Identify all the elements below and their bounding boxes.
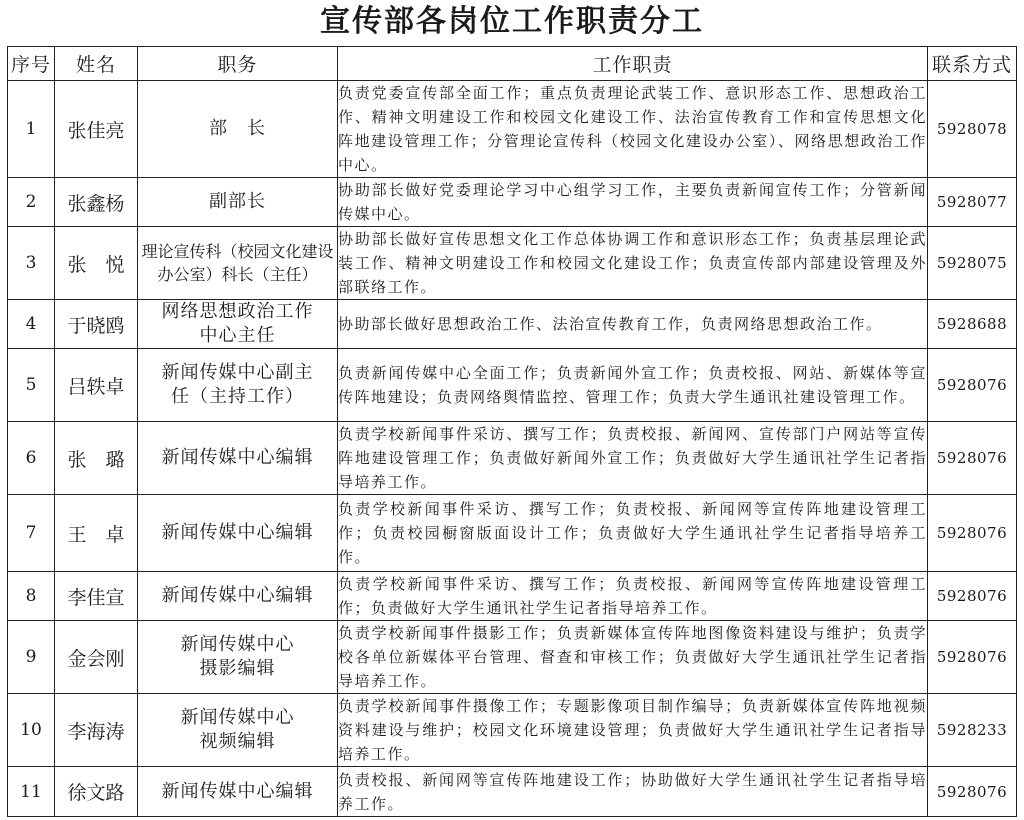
row-no: 3 bbox=[8, 227, 55, 300]
row-contact: 5928076 bbox=[928, 767, 1017, 817]
row-no: 1 bbox=[8, 81, 55, 178]
row-position: 新闻传媒中心编辑 bbox=[138, 495, 338, 572]
table-row bbox=[8, 81, 1017, 178]
row-position: 副部长 bbox=[138, 178, 338, 227]
header-name: 姓名 bbox=[55, 47, 138, 81]
row-contact: 5928076 bbox=[928, 349, 1017, 422]
table-row bbox=[8, 422, 1017, 495]
header-position: 职务 bbox=[138, 47, 338, 81]
row-duties: 负责校报、新闻网等宣传阵地建设工作；协助做好大学生通讯社学生记者指导培养工作。 bbox=[338, 767, 928, 817]
row-contact: 5928233 bbox=[928, 694, 1017, 767]
row-duties: 协助部长做好宣传思想文化工作总体协调工作和意识形态工作；负责基层理论武装工作、精神文明建设工作和校园文化建设工作；负责宣传部内部建设管理及外部联络工作。 bbox=[338, 227, 928, 300]
row-contact: 5928076 bbox=[928, 621, 1017, 694]
duty-table bbox=[7, 46, 1017, 817]
row-contact: 5928076 bbox=[928, 422, 1017, 495]
table-row bbox=[8, 178, 1017, 227]
row-contact: 5928688 bbox=[928, 300, 1017, 349]
row-position: 理论宣传科（校园文化建设办公室）科长（主任） bbox=[138, 227, 338, 300]
table-row bbox=[8, 227, 1017, 300]
row-name: 金会刚 bbox=[55, 621, 138, 694]
row-position: 新闻传媒中心 摄影编辑 bbox=[138, 621, 338, 694]
row-no: 7 bbox=[8, 495, 55, 572]
row-name: 徐文路 bbox=[55, 767, 138, 817]
row-duties: 负责党委宣传部全面工作；重点负责理论武装工作、意识形态工作、思想政治工作、精神文明建设工作和校园文化建设工作、法治宣传教育工作和宣传思想文化阵地建设管理工作；分管理论宣传科（校园文化建设办公室）、网络思想政治工作中心。 bbox=[338, 81, 928, 178]
header-no: 序号 bbox=[8, 47, 55, 81]
row-no: 2 bbox=[8, 178, 55, 227]
row-name: 张 悦 bbox=[55, 227, 138, 300]
table-row bbox=[8, 621, 1017, 694]
row-no: 8 bbox=[8, 572, 55, 621]
row-name: 张 璐 bbox=[55, 422, 138, 495]
row-position: 部 长 bbox=[138, 81, 338, 178]
row-position: 新闻传媒中心编辑 bbox=[138, 572, 338, 621]
document-title: 宣传部各岗位工作职责分工 bbox=[320, 4, 704, 39]
table-row bbox=[8, 572, 1017, 621]
table-header-row bbox=[8, 47, 1017, 81]
row-no: 5 bbox=[8, 349, 55, 422]
table-row bbox=[8, 300, 1017, 349]
row-no: 9 bbox=[8, 621, 55, 694]
row-duties: 负责学校新闻事件采访、撰写工作；负责校报、新闻网、宣传部门户网站等宣传阵地建设管理工作；负责做好新闻外宣工作；负责做好大学生通讯社学生记者指导培养工作。 bbox=[338, 422, 928, 495]
row-position: 新闻传媒中心 视频编辑 bbox=[138, 694, 338, 767]
row-name: 王 卓 bbox=[55, 495, 138, 572]
row-no: 6 bbox=[8, 422, 55, 495]
row-name: 张佳亮 bbox=[55, 81, 138, 178]
row-contact: 5928077 bbox=[928, 178, 1017, 227]
row-name: 张鑫杨 bbox=[55, 178, 138, 227]
row-contact: 5928076 bbox=[928, 572, 1017, 621]
row-no: 11 bbox=[8, 767, 55, 817]
row-duties: 负责学校新闻事件摄影工作；负责新媒体宣传阵地图像资料建设与维护；负责学校各单位新媒体平台管理、督查和审核工作；负责做好大学生通讯社学生记者指导培养工作。 bbox=[338, 621, 928, 694]
row-duties: 负责学校新闻事件采访、撰写工作；负责校报、新闻网等宣传阵地建设管理工作；负责校园橱窗版面设计工作；负责做好大学生通讯社学生记者指导培养工作。 bbox=[338, 495, 928, 572]
row-no: 4 bbox=[8, 300, 55, 349]
row-position: 新闻传媒中心副主 任（主持工作） bbox=[138, 349, 338, 422]
header-contact: 联系方式 bbox=[928, 47, 1017, 81]
row-name: 于晓鸥 bbox=[55, 300, 138, 349]
row-duties: 协助部长做好思想政治工作、法治宣传教育工作，负责网络思想政治工作。 bbox=[338, 300, 928, 349]
row-contact: 5928078 bbox=[928, 81, 1017, 178]
row-duties: 协助部长做好党委理论学习中心组学习工作，主要负责新闻宣传工作；分管新闻传媒中心。 bbox=[338, 178, 928, 227]
row-position: 新闻传媒中心编辑 bbox=[138, 767, 338, 817]
header-duties: 工作职责 bbox=[338, 47, 928, 81]
table-row bbox=[8, 349, 1017, 422]
row-position: 网络思想政治工作 中心主任 bbox=[138, 300, 338, 349]
row-duties: 负责新闻传媒中心全面工作；负责新闻外宣工作；负责校报、网站、新媒体等宣传阵地建设；负责网络舆情监控、管理工作；负责大学生通讯社建设管理工作。 bbox=[338, 349, 928, 422]
row-name: 李海涛 bbox=[55, 694, 138, 767]
row-contact: 5928076 bbox=[928, 495, 1017, 572]
row-duties: 负责学校新闻事件摄像工作；专题影像项目制作编导；负责新媒体宣传阵地视频资料建设与维护；校园文化环境建设管理；负责做好大学生通讯社学生记者指导培养工作。 bbox=[338, 694, 928, 767]
table-row bbox=[8, 495, 1017, 572]
row-no: 10 bbox=[8, 694, 55, 767]
table-row bbox=[8, 694, 1017, 767]
row-name: 吕轶卓 bbox=[55, 349, 138, 422]
row-position: 新闻传媒中心编辑 bbox=[138, 422, 338, 495]
table-row bbox=[8, 767, 1017, 817]
row-name: 李佳宣 bbox=[55, 572, 138, 621]
row-contact: 5928075 bbox=[928, 227, 1017, 300]
row-duties: 负责学校新闻事件采访、撰写工作；负责校报、新闻网等宣传阵地建设管理工作；负责做好大学生通讯社学生记者指导培养工作。 bbox=[338, 572, 928, 621]
